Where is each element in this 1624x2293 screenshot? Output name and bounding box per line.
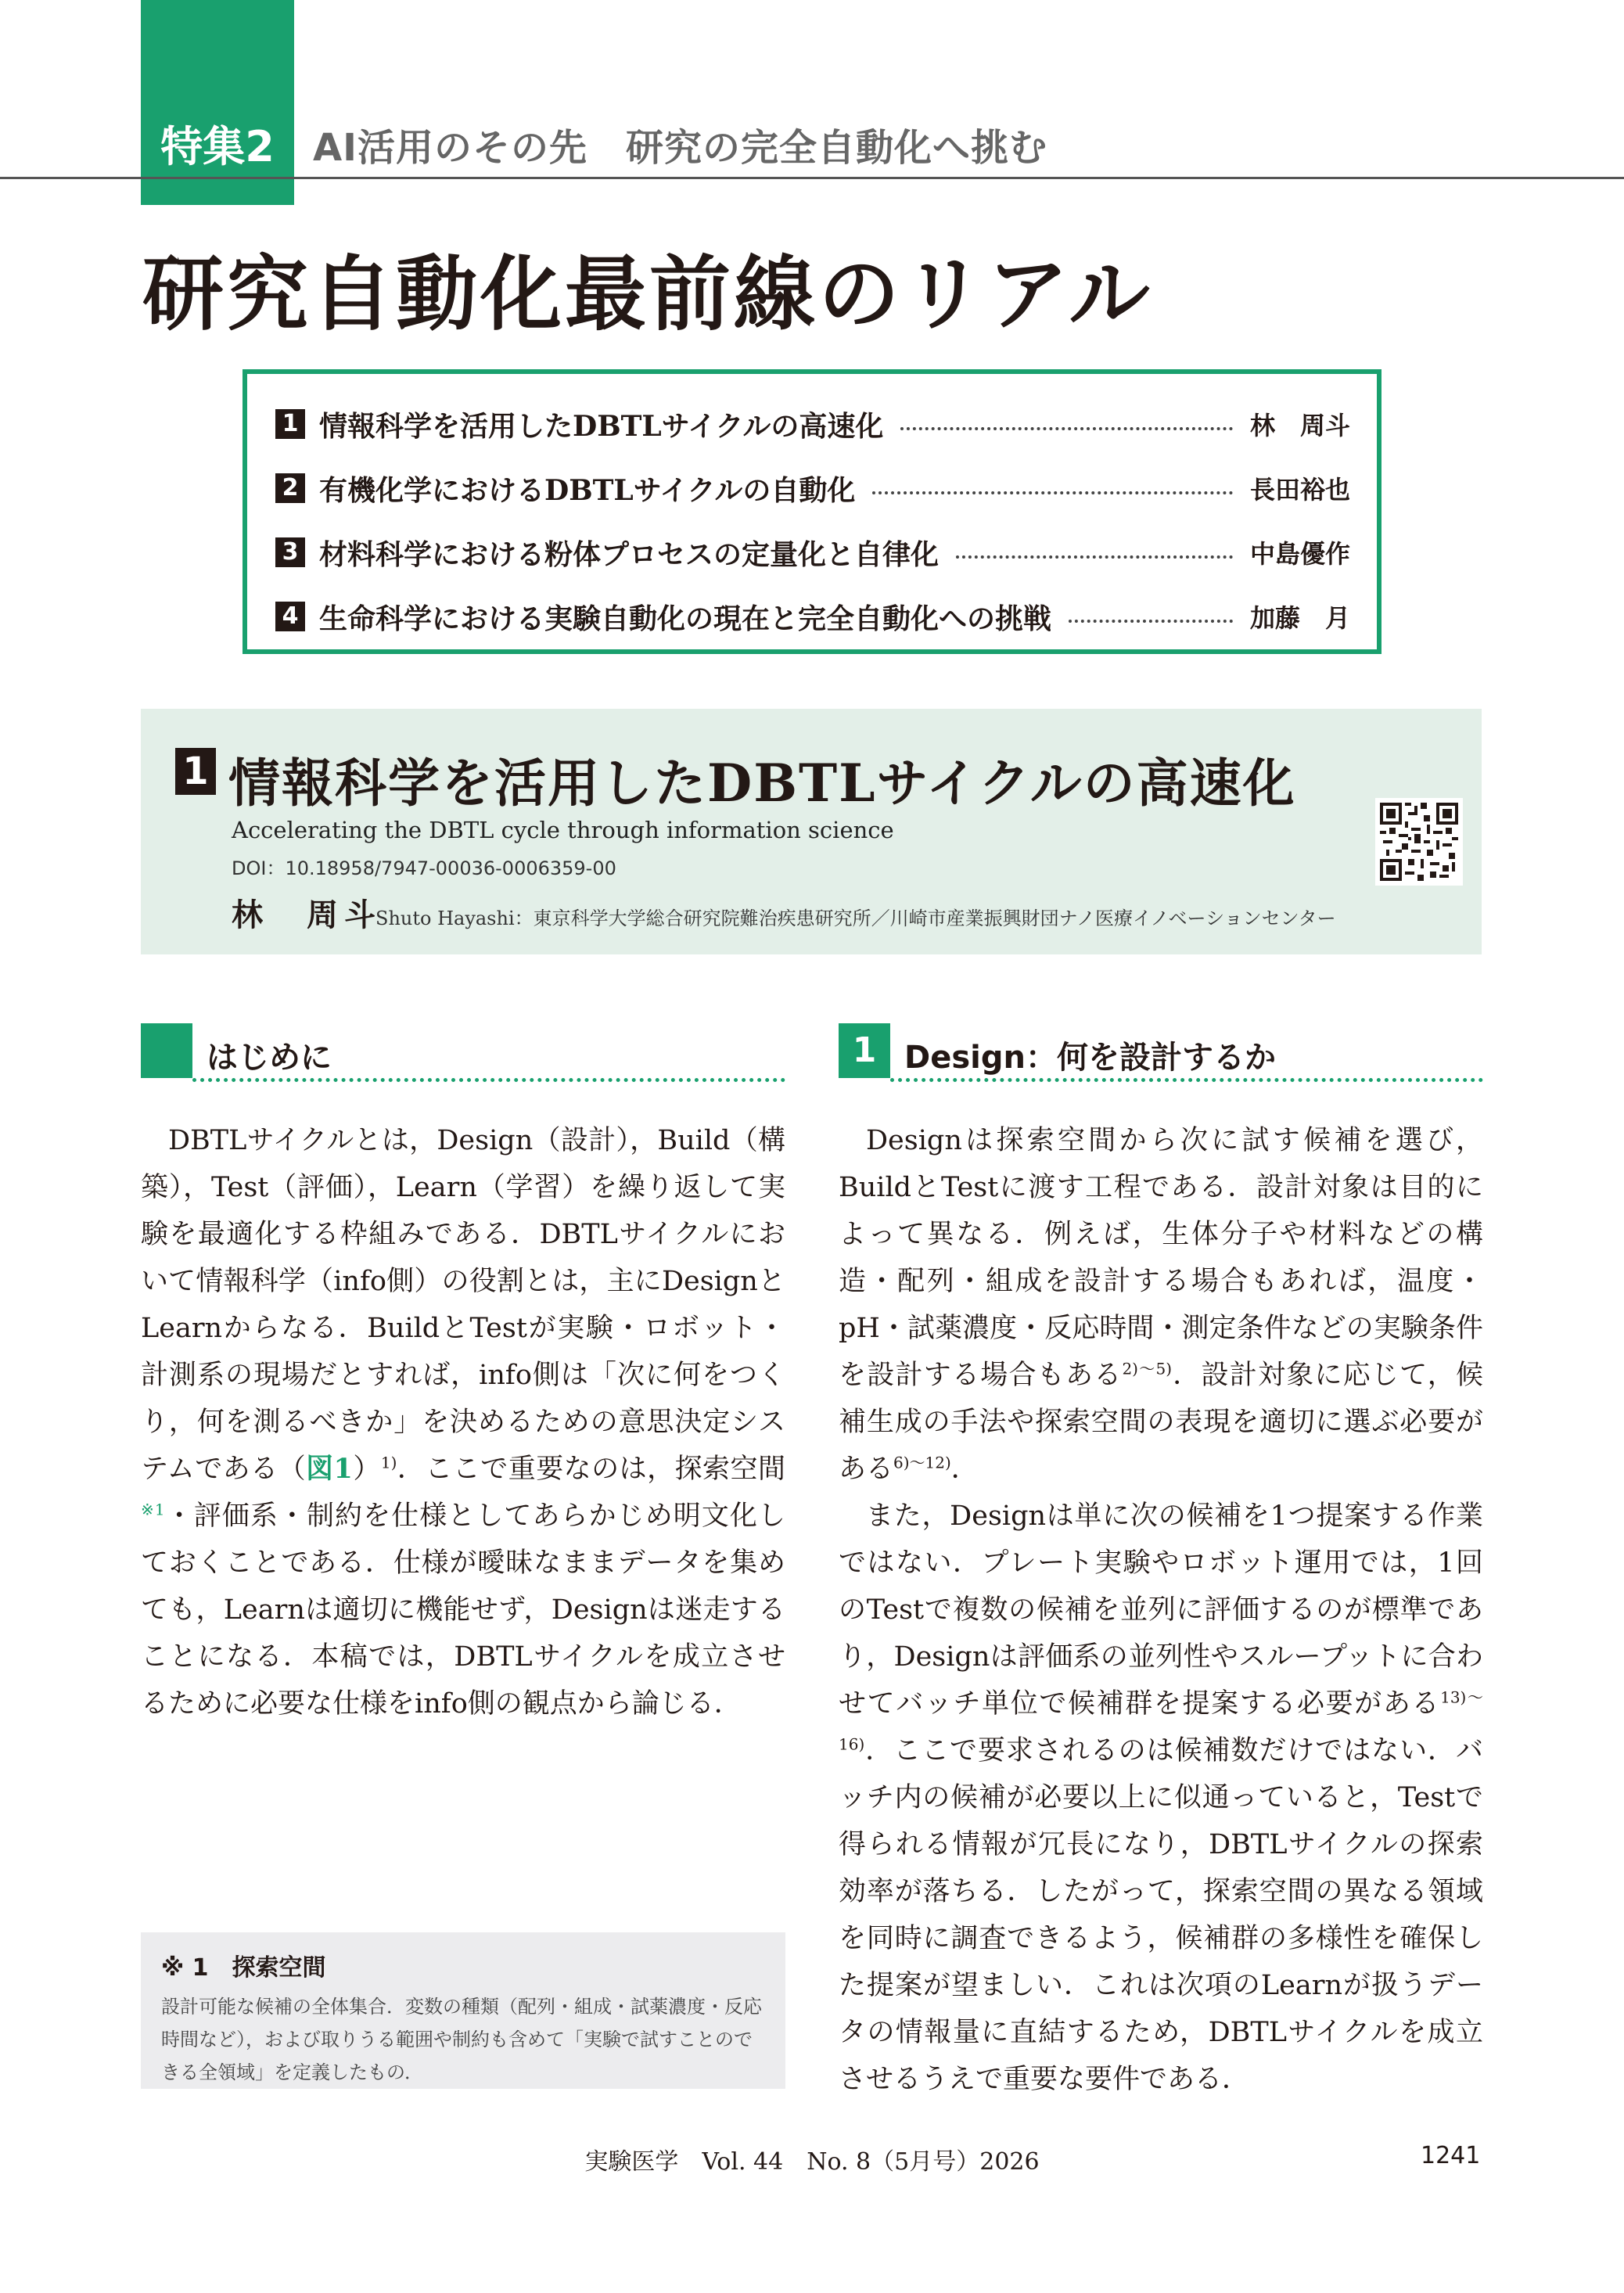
toc-item-author: 加藤 月 [1250,603,1351,633]
toc-leader-dots [872,491,1233,494]
section-heading-rule [890,1078,1483,1082]
article-subtitle: Accelerating the DBTL cycle through information science [232,817,894,843]
citation-link[interactable]: 2)～5) [1122,1359,1172,1378]
article-doi[interactable]: DOI：10.18958/7947-00036-0006359-00 [232,857,616,879]
article-header [141,709,1482,954]
citation-link[interactable]: 13)～16) [839,1687,1483,1754]
header-rule [0,177,1624,179]
toc-item-number: 2 [275,473,305,503]
section-heading-number: 1 [839,1023,890,1078]
footnote-ref-link[interactable]: ※1 [141,1500,165,1519]
toc-leader-dots [900,427,1233,430]
article-author: 林 周斗 [232,897,382,933]
page-number: 1241 [1421,2142,1481,2169]
footnote-title: ※ 1 探索空間 [161,1954,326,1982]
toc-item-number: 3 [275,537,305,567]
footnote-text: 設計可能な候補の全体集合．変数の種類（配列・組成・試薬濃度・反応時間など），および取りうる範囲や制約も含めて「実験で試すことのできる全領域」を定義したもの． [161,1996,762,2083]
feature-badge [141,0,294,205]
toc-item-title: 有機化学におけるDBTLサイクルの自動化 [319,473,856,507]
toc-item[interactable] [275,593,1353,640]
feature-title: AI活用のその先 研究の完全自動化へ挑む [313,126,1048,170]
section-heading-text: はじめに [207,1040,332,1076]
article-number: 1 [175,748,216,795]
section-heading-design [839,1023,1483,1086]
section-heading-bar [141,1023,192,1078]
toc-item-number: 1 [275,409,305,439]
toc-leader-dots [956,555,1233,559]
footer-journal: 実験医学 Vol. 44 No. 8（5月号）2026 [584,2148,1040,2176]
toc-leader-dots [1069,620,1233,623]
citation-link[interactable]: 1) [380,1453,397,1472]
toc-item-author: 林 周斗 [1250,411,1351,440]
toc-item-title: 材料科学における粉体プロセスの定量化と自律化 [319,537,940,571]
toc-item-author: 長田裕也 [1250,475,1351,505]
figure-ref-link[interactable]: 図1 [306,1453,353,1485]
toc-item-author: 中島優作 [1250,539,1351,569]
section-heading-rule [192,1078,785,1082]
qr-code-icon[interactable] [1375,798,1463,886]
article-title: 情報科学を活用したDBTLサイクルの高速化 [228,753,1296,814]
intro-body [141,1117,785,1727]
toc-item-number: 4 [275,602,305,631]
main-title: 研究自動化最前線のリアル [142,246,1153,342]
intro-paragraph: DBTLサイクルとは，Design（設計），Build（構築），Test（評価），Learn（学習）を繰り返して実験を最適化する枠組みである．DBTLサイクルにおいて情報科学（info側）の役割とは，主にDesignとLearnからなる．BuildとTestが実験・ロボット・計測系の現場だとすれば，info側は「次に何をつくり，何を測るべきか」を決めるための意思決定システムである（図1）$^{1)}$．ここで重要なのは，探索空間$^{※1}$・評価系・制約を仕様としてあらかじめ明文化しておくことである．仕様が曖昧なままデータを集めても，Learnは適切に機能せず，Designは迷走することになる．本稿では，DBTLサイクルを成立させるために必要な仕様をinfo側の観点から論じる． [141,1125,785,1720]
design-paragraph: また，Designは単に次の候補を1つ提案する作業ではない．プレート実験やロボット運用では，1回のTestで複数の候補を並列に評価するのが標準であり，Designは評価系の並列性やスループットに合わせてバッチ単位で候補群を提案する必要がある$^{13)\sim 16)}$．ここで要求されるのは候補数だけではない．バッチ内の候補が必要以上に似通っていると，Testで得られる情報が冗長になり，DBTLサイクルの探索効率が落ちる．したがって，探索空間の異なる領域を同時に調査できるよう，候補群の多様性を確保した提案が望ましい．これは次項のLearnが扱うデータの情報量に直結するため，DBTLサイクルを成立させるうえで重要な要件である． [839,1501,1483,2095]
toc-item[interactable] [275,401,1353,447]
toc-item[interactable] [275,529,1353,576]
toc-item[interactable] [275,465,1353,512]
article-affiliation: Shuto Hayashi：東京科学大学総合研究院難治疾患研究所／川崎市産業振興財団ナノ医療イノベーションセンター [375,907,1336,929]
toc-item-title: 情報科学を活用したDBTLサイクルの高速化 [319,409,884,443]
footnote-box [141,1932,785,2089]
feature-badge-label: 特集2 [160,122,275,171]
design-paragraph: Designは探索空間から次に試す候補を選び，BuildとTestに渡す工程である．設計対象は目的によって異なる．例えば，生体分子や材料などの構造・配列・組成を設計する場合もあれば，温度・pH・試薬濃度・反応時間・測定条件などの実験条件を設計する場合もある$^{2)\sim 5)}$．設計対象に応じて，候補生成の手法や探索空間の表現を適切に選ぶ必要がある$^{6)\sim 12)}$． [839,1125,1483,1485]
section-heading-intro [141,1023,785,1086]
section-heading-text: Design：何を設計するか [904,1040,1276,1076]
citation-link[interactable]: 6)～12) [893,1453,951,1472]
design-body [839,1117,1483,2103]
table-of-contents [243,369,1381,654]
toc-item-title: 生命科学における実験自動化の現在と完全自動化への挑戦 [319,602,1052,635]
